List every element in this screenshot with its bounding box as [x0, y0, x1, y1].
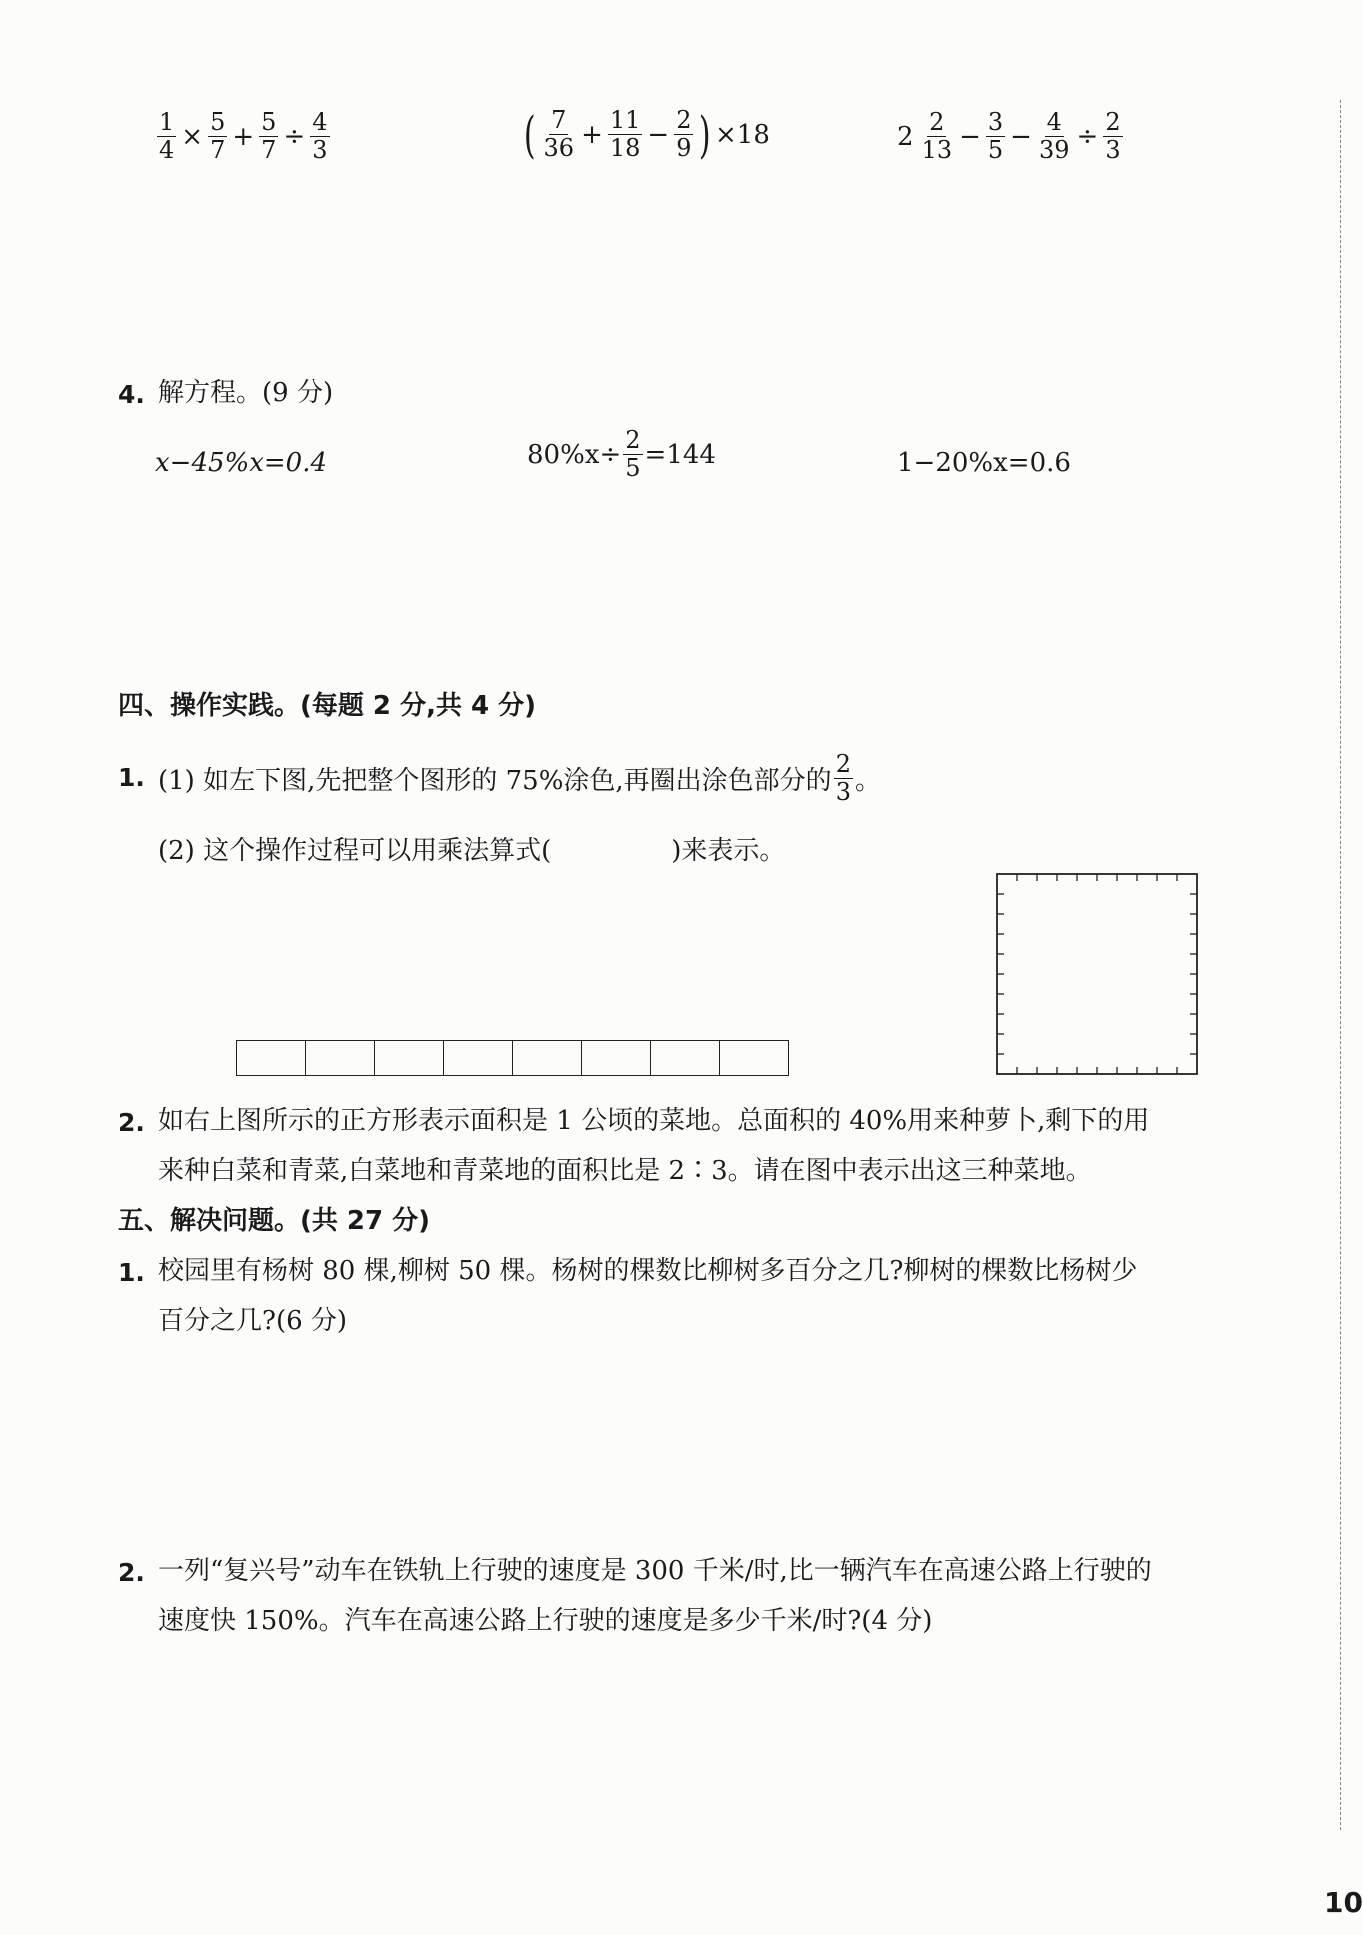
question-number: 2.	[118, 1108, 145, 1137]
strip-cell[interactable]	[651, 1041, 720, 1075]
strip-cell[interactable]	[513, 1041, 582, 1075]
fraction: $\frac{2}{9}$	[676, 106, 692, 163]
left-paren: (	[523, 105, 536, 164]
fraction: $\frac{4}{3}$	[312, 108, 328, 165]
operator: ×	[181, 121, 204, 152]
fraction: $\frac{4}{39}$	[1038, 108, 1070, 165]
fraction: $\frac{7}{36}$	[543, 106, 575, 163]
fraction: $\frac{3}{5}$	[987, 108, 1004, 165]
question-number: 1.	[118, 1258, 145, 1287]
operator: −	[1010, 121, 1032, 152]
section-heading: 五、解决问题。(共 27 分)	[118, 1206, 431, 1236]
fraction: $\frac{11}{18}$	[609, 106, 641, 163]
question-text: (2) 这个操作过程可以用乘法算式( )来表示。	[158, 836, 786, 866]
fraction: $\frac{5}{7}$	[210, 108, 226, 165]
operator: ÷	[1076, 121, 1099, 152]
calc-expression-1	[155, 110, 332, 163]
equation-3: 1−20%x=0.6	[897, 448, 1071, 478]
question-text: (1) 如左下图,先把整个图形的 75%涂色,再圈出涂色部分的 $\frac{2}{3}$ 。	[158, 750, 881, 807]
calc-expression-2	[520, 105, 770, 164]
mixed-whole: 2	[897, 121, 914, 152]
question-text: 一列“复兴号”动车在铁轨上行驶的速度是 300 千米/时,比一辆汽车在高速公路上行驶的	[158, 1556, 1152, 1586]
section-heading: 四、操作实践。(每题 2 分,共 4 分)	[118, 691, 537, 721]
operator: +	[232, 121, 255, 152]
operator: −	[959, 121, 981, 152]
multiplier: ×18	[715, 119, 770, 150]
strip-figure[interactable]	[236, 1040, 789, 1076]
equation-2: 80%x÷ $\frac{2}{5}$ =144	[527, 426, 716, 483]
fraction: $\frac{2}{3}$	[835, 750, 851, 807]
question-number: 1.	[118, 763, 145, 792]
fraction: $\frac{2}{13}$	[921, 108, 953, 165]
question-title: 解方程。(9 分)	[158, 378, 334, 408]
operator: +	[581, 119, 603, 150]
calc-expression-3	[897, 110, 1125, 163]
fraction: $\frac{1}{4}$	[159, 108, 175, 165]
fraction: $\frac{2}{5}$	[625, 426, 641, 483]
strip-cell[interactable]	[720, 1041, 788, 1075]
square-figure[interactable]	[995, 872, 1199, 1076]
question-number: 2.	[118, 1558, 145, 1587]
question-text: 速度快 150%。汽车在高速公路上行驶的速度是多少千米/时?(4 分)	[158, 1606, 933, 1636]
strip-cell[interactable]	[237, 1041, 306, 1075]
margin-guide	[1340, 100, 1341, 1830]
question-text: 来种白菜和青菜,白菜地和青菜地的面积比是 2∶3。请在图中表示出这三种菜地。	[158, 1156, 1092, 1186]
operator: ÷	[283, 121, 306, 152]
strip-cell[interactable]	[306, 1041, 375, 1075]
strip-cell[interactable]	[444, 1041, 513, 1075]
question-text: 校园里有杨树 80 棵,柳树 50 棵。杨树的棵数比柳树多百分之几?柳树的棵数比杨树少	[158, 1256, 1138, 1286]
strip-cell[interactable]	[582, 1041, 651, 1075]
fraction: $\frac{2}{3}$	[1105, 108, 1121, 165]
strip-cell[interactable]	[375, 1041, 444, 1075]
question-text: 百分之几?(6 分)	[158, 1306, 348, 1336]
right-paren: )	[699, 105, 712, 164]
fraction: $\frac{5}{7}$	[261, 108, 277, 165]
operator: −	[647, 119, 670, 150]
page-number: 10	[1324, 1886, 1363, 1919]
equation-1: x−45%x=0.4	[155, 448, 328, 478]
question-number: 4.	[118, 380, 145, 409]
question-text: 如右上图所示的正方形表示面积是 1 公顷的菜地。总面积的 40%用来种萝卜,剩下的用	[158, 1106, 1150, 1136]
